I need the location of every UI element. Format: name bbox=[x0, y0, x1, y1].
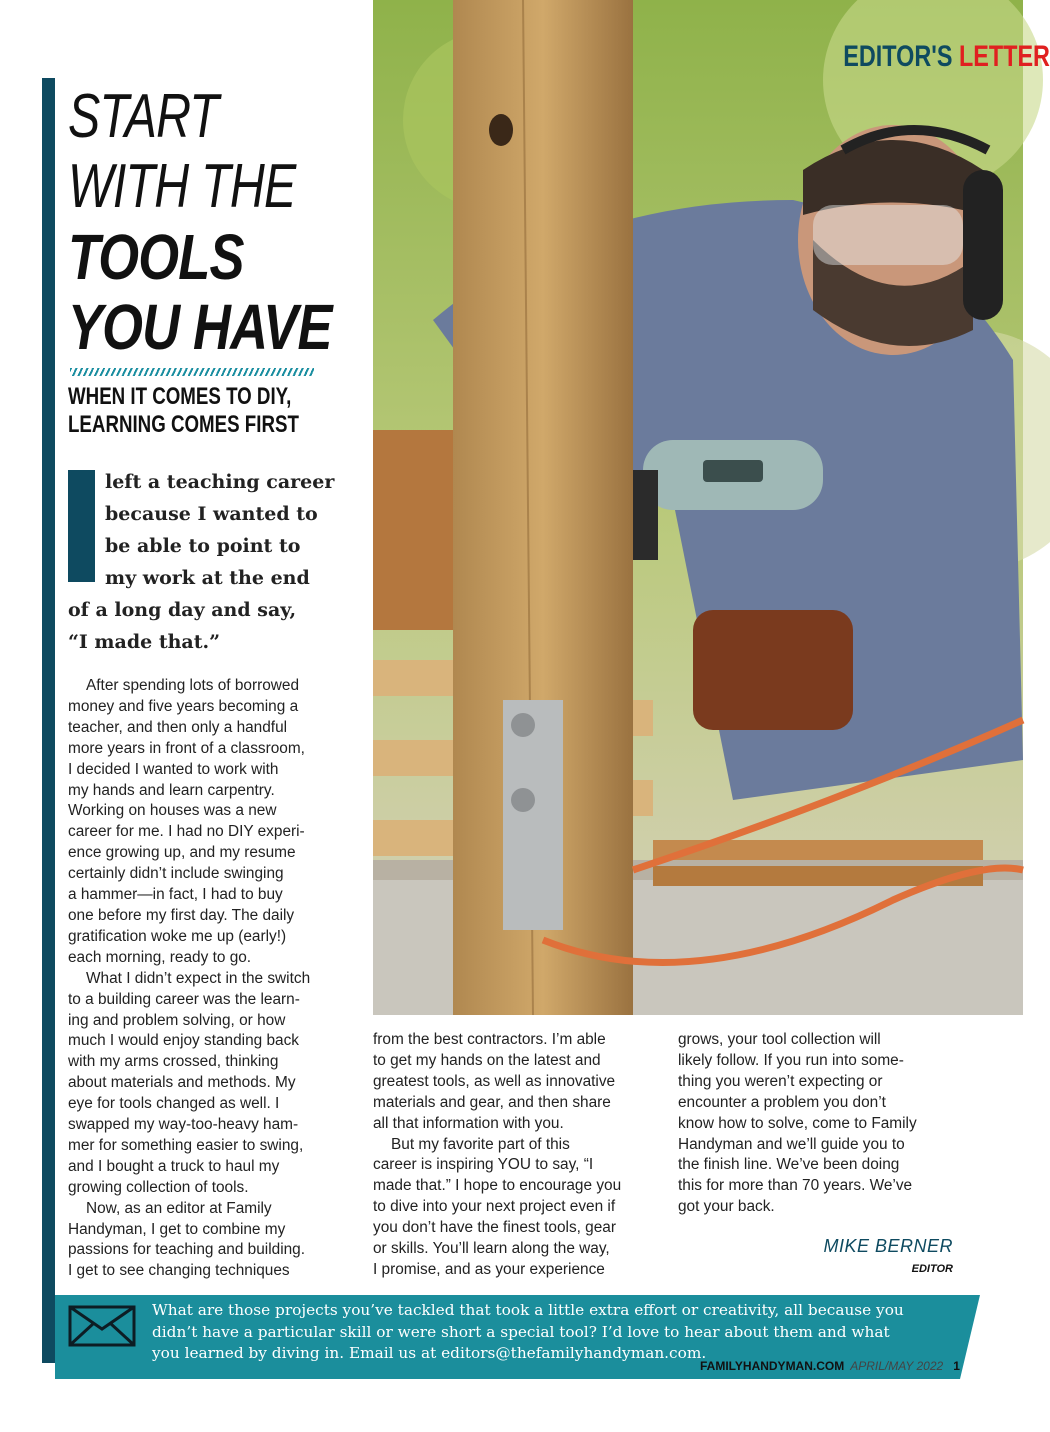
body-line: from the best contractors. I’m able bbox=[373, 1031, 606, 1048]
headline-line-1: START bbox=[68, 82, 219, 151]
body-line: know how to solve, come to Family bbox=[678, 1114, 917, 1132]
body-line: career is inspiring YOU to say, “I bbox=[373, 1156, 594, 1174]
body-column-1 bbox=[68, 676, 353, 1282]
section-label bbox=[785, 40, 1050, 74]
body-line: I decided I wanted to work with bbox=[68, 760, 279, 778]
envelope-icon bbox=[68, 1305, 136, 1347]
subhead-line-2: LEARNING COMES FIRST bbox=[68, 411, 299, 438]
body-line: all that information with you. bbox=[373, 1114, 564, 1132]
signature-title: EDITOR bbox=[911, 1263, 953, 1275]
body-line: to dive into your next project even if bbox=[373, 1198, 616, 1216]
body-line: my hands and learn carpentry. bbox=[68, 781, 275, 799]
body-line: one before my first day. The daily bbox=[68, 906, 295, 924]
intro-paragraph bbox=[68, 466, 368, 658]
body-column-2 bbox=[373, 1030, 663, 1281]
intro-line: left a teaching career bbox=[105, 471, 335, 493]
footer-issue: APRIL/MAY 2022 bbox=[850, 1359, 944, 1373]
hero-photo bbox=[373, 0, 1023, 1015]
body-line: the finish line. We’ve been doing bbox=[678, 1156, 900, 1174]
body-line: more years in front of a classroom, bbox=[68, 739, 305, 757]
envelope-icon-shape bbox=[68, 1305, 136, 1347]
body-line: I promise, and as your experience bbox=[373, 1260, 605, 1278]
body-line: with my arms crossed, thinking bbox=[68, 1053, 279, 1071]
body-line: thing you weren’t expecting or bbox=[678, 1072, 883, 1090]
body-line: But my favorite part of this bbox=[391, 1135, 570, 1153]
body-line: likely follow. If you run into some- bbox=[678, 1051, 904, 1069]
body-line: or skills. You’ll learn along the way, bbox=[373, 1240, 610, 1258]
headline-line-3: TOOLS bbox=[68, 221, 244, 293]
body-line: a hammer—in fact, I had to buy bbox=[68, 886, 283, 904]
body-line: career for me. I had no DIY experi- bbox=[68, 823, 305, 841]
body-line: to get my hands on the latest and bbox=[373, 1051, 601, 1069]
body-line: this for more than 70 years. We’ve bbox=[678, 1177, 913, 1195]
callout-line: you learned by diving in. Email us at editors@thefamilyhandyman.com. bbox=[152, 1344, 707, 1362]
headline bbox=[68, 82, 368, 362]
body-line: Handyman and we’ll guide you to bbox=[678, 1135, 905, 1153]
body-line: certainly didn’t include swinging bbox=[68, 865, 284, 883]
callout-line: didn’t have a particular skill or were short a special tool? I’d love to hear about them and what bbox=[152, 1322, 890, 1341]
body-line: and I bought a truck to haul my bbox=[68, 1157, 280, 1175]
body-line: mer for something easier to swing, bbox=[68, 1136, 304, 1154]
intro-line: be able to point to bbox=[105, 535, 301, 557]
headline-line-4: YOU HAVE bbox=[68, 291, 332, 363]
body-column-3 bbox=[678, 1030, 968, 1218]
intro-line: my work at the end bbox=[105, 567, 310, 589]
body-line: greatest tools, as well as innovative bbox=[373, 1072, 616, 1090]
callout-line: What are those projects you’ve tackled that took a little extra effort or creativity, all because you bbox=[152, 1301, 904, 1319]
body-line: swapped my way-too-heavy ham- bbox=[68, 1116, 299, 1134]
body-line: I get to see changing techniques bbox=[68, 1262, 290, 1280]
body-line: Handyman, I get to combine my bbox=[68, 1220, 286, 1238]
intro-line: because I wanted to bbox=[105, 503, 318, 525]
body-line: gratification woke me up (early!) bbox=[68, 927, 287, 945]
body-line: What I didn’t expect in the switch bbox=[86, 969, 311, 987]
accent-bar bbox=[42, 78, 55, 1363]
subhead-line-1: WHEN IT COMES TO DIY, bbox=[68, 383, 292, 410]
body-line: ence growing up, and my resume bbox=[68, 844, 296, 862]
body-line: eye for tools changed as well. I bbox=[68, 1095, 280, 1113]
intro-line: “I made that.” bbox=[68, 631, 221, 653]
body-line: Working on houses was a new bbox=[68, 802, 277, 820]
section-label-letter: LETTER bbox=[958, 40, 1050, 73]
headline-line-2: WITH THE bbox=[68, 152, 296, 221]
body-line: Now, as an editor at Family bbox=[86, 1199, 272, 1217]
body-line: you don’t have the finest tools, gear bbox=[373, 1219, 616, 1237]
body-line: materials and gear, and then share bbox=[373, 1093, 611, 1111]
hatch-divider bbox=[70, 368, 314, 376]
body-line: made that.” I hope to encourage you bbox=[373, 1177, 622, 1195]
body-line: grows, your tool collection will bbox=[678, 1031, 881, 1048]
body-line: much I would enjoy standing back bbox=[68, 1032, 299, 1050]
body-line: passions for teaching and building. bbox=[68, 1241, 306, 1259]
body-line: encounter a problem you don’t bbox=[678, 1093, 886, 1111]
body-line: got your back. bbox=[678, 1198, 775, 1216]
body-line: After spending lots of borrowed bbox=[86, 677, 300, 694]
footer-site: FAMILYHANDYMAN.COM bbox=[700, 1359, 845, 1373]
section-label-editors: EDITOR'S bbox=[843, 40, 953, 73]
callout-text bbox=[152, 1300, 962, 1365]
page-number: 1 bbox=[953, 1359, 960, 1373]
intro-line: of a long day and say, bbox=[68, 599, 297, 621]
body-line: to a building career was the learn- bbox=[68, 990, 300, 1008]
subhead bbox=[68, 383, 368, 439]
body-line: growing collection of tools. bbox=[68, 1178, 249, 1196]
hero-photo-illustration bbox=[373, 0, 1023, 1015]
body-line: about materials and methods. My bbox=[68, 1074, 296, 1092]
body-line: each morning, ready to go. bbox=[68, 948, 252, 966]
body-line: ing and problem solving, or how bbox=[68, 1011, 286, 1029]
signature-name: MIKE BERNER bbox=[823, 1236, 953, 1256]
body-line: teacher, and then only a handful bbox=[68, 718, 288, 736]
body-line: money and five years becoming a bbox=[68, 697, 299, 715]
page-footer bbox=[700, 1359, 960, 1373]
